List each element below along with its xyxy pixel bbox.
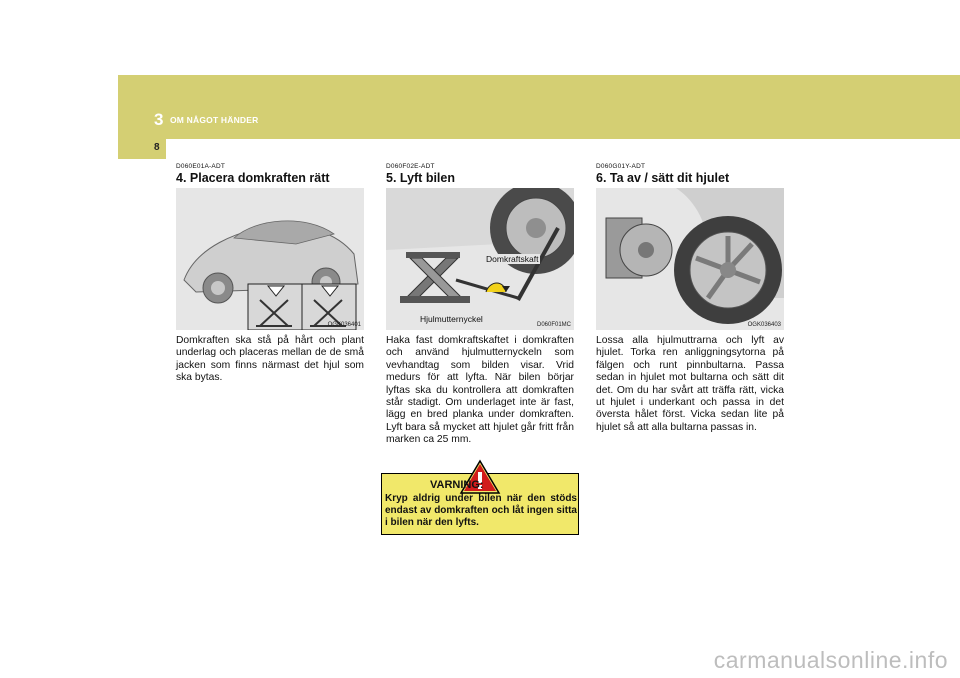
section-placera-domkraften [176, 163, 364, 385]
figure-wheel-removal [596, 188, 784, 330]
figure-code: D060F01MC [536, 322, 571, 328]
header-band [118, 75, 960, 139]
section-heading: 6. Ta av / sätt dit hjulet [596, 171, 730, 185]
section-heading: 4. Placera domkraften rätt [176, 171, 330, 185]
jack-illustration [386, 188, 574, 330]
section-code: D060F02E-ADT [386, 163, 435, 170]
wheel-illustration [596, 188, 784, 330]
chapter-title: OM NÅGOT HÄNDER [170, 115, 259, 125]
figure-code: OGK036403 [747, 322, 781, 328]
section-ta-av-hjulet [596, 163, 784, 434]
figure-code: OGK036401 [327, 322, 361, 328]
section-body: Lossa alla hjulmuttrarna och lyft av hjulet. Torka ren anliggningsytorna på fälgen och runt pinnbultarna. Passa sedan in hjulet mot bultarna och sätt dit det. Om du har svårt att träffa rätt, vicka ut hjulet i underkant och passa in det översta hålet först. Vicka sedan lite på hjulet så att alla bultarna passas in. [596, 335, 784, 433]
chapter-number: 3 [154, 110, 164, 129]
figure-jack-handle [386, 188, 574, 330]
section-code: D060G01Y-ADT [596, 163, 646, 170]
section-body: Domkraften ska stå på hårt och plant underlag och placeras mellan de de små jacken som finns närmast det hjul som ska bytas. [176, 335, 364, 384]
section-body: Haka fast domkraftskaftet i domkraften och använd hjulmutternyckeln som vevhandtag som bilden visar. Vrid medurs för att lyfta. När bilen börjar lyftas ska du kontrollera att domkraften står stadigt. Om underlaget inte är fast, lägg en bred planka under domkraften. Lyft bara så mycket att hjulet går fritt från marken ca 25 mm. [386, 335, 574, 446]
section-code: D060E01A-ADT [176, 163, 226, 170]
page-number: 8 [154, 142, 160, 153]
warning-title: VARNING: [430, 479, 484, 491]
callout-hjulmutternyckel: Hjulmutternyckel [420, 314, 483, 324]
callout-domkraftskaft: Domkraftskaft [486, 254, 539, 264]
watermark: carmanualsonline.info [713, 647, 948, 673]
section-lyft-bilen [386, 163, 574, 447]
car-illustration [176, 188, 364, 330]
warning-body: Kryp aldrig under bilen när den stöds endast av domkraften och låt ingen sitta i bilen när den lyfts. [385, 493, 577, 528]
section-heading: 5. Lyft bilen [386, 171, 455, 185]
figure-car-jack-points [176, 188, 364, 330]
